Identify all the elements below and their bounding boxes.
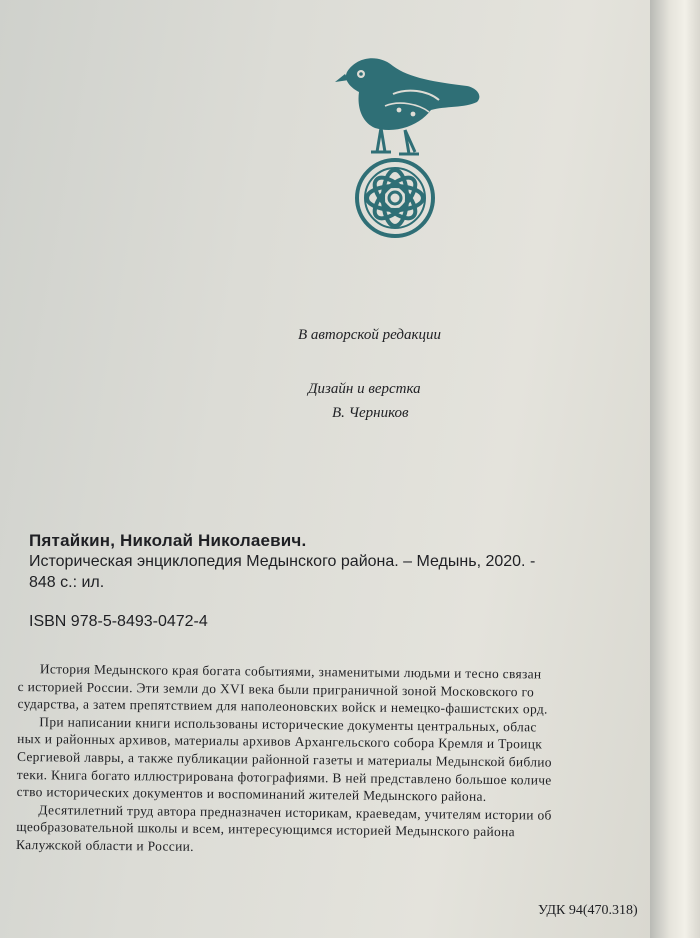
design-label: Дизайн и верстка [308,381,421,397]
author-name: Пятайкин, Николай Николаевич. [29,531,307,550]
abstract [16,660,654,860]
bibliographic-record [29,530,669,632]
abstract-line: Калужской области и России. [15,836,194,854]
page-edge [650,0,700,938]
abstract-line: ных и районных архивов, материалы архивов Архангельского собора Кремля и Троицк [17,731,543,752]
abstract-line: ство исторических документов и воспоминаний жителей Медынского района. [16,784,487,805]
emblem [335,48,485,248]
abstract-line: щеобразовательной школы и всем, интересующимся историей Медынского района [16,819,516,840]
designer-name: В. Черников [332,405,409,421]
abstract-line: Сергиевой лавры, а также публикации районной газеты и материалы Медынской библио [16,748,552,770]
udk-code: УДК 94(470.318) [538,903,638,918]
abstract-line: При написании книги использованы исторические документы центральных, облас [39,714,537,735]
isbn: ISBN 978-5-8493-0472-4 [29,613,208,630]
celtic-knot-icon [357,160,433,236]
abstract-line: История Медынского края богата событиями, знаменитыми людьми и тесно связан [39,661,542,682]
edition-note: В авторской редакции [298,327,441,343]
page-count: 848 с.: ил. [29,574,105,591]
bird-icon [335,58,479,154]
book-title-line: Историческая энциклопедия Медынского района. – Медынь, 2020. - [29,553,536,570]
abstract-line: сударства, а затем препятствием для наполеоновских войск и немецко-фашистских орд. [17,696,548,717]
abstract-line: Десятилетний труд автора предназначен историкам, краеведам, учителям истории об [38,801,552,823]
abstract-line: теки. Книга богато иллюстрирована фотографиями. В ней представлено большое количе [16,766,552,788]
abstract-line: с историей России. Эти земли до XVI века были приграничной зоной Московского го [17,678,535,699]
